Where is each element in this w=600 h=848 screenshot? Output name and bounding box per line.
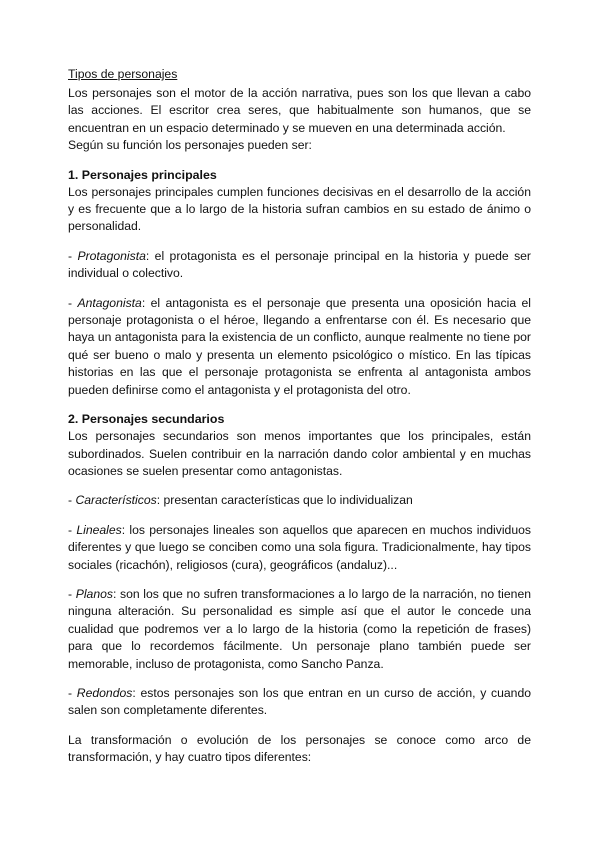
section-text-secundarios: Los personajes secundarios son menos importantes que los principales, están subordinados. Suelen contribuir en la narración dando color ambiental y en muchas ocasiones se suelen presentar como antagonistas. xyxy=(68,429,531,478)
list-dash: - xyxy=(68,295,78,310)
document-title: Tipos de personajes xyxy=(68,67,178,81)
list-dash: - xyxy=(68,522,77,537)
list-item-planos xyxy=(68,586,531,673)
intro-paragraph: Los personajes son el motor de la acción narrativa, pues son los que llevan a cabo las acciones. El escritor crea seres, que habitualmente son humanos, que se encuentran en un espacio determinado y se mueven en una determinada acción. xyxy=(68,86,531,135)
list-item-antagonista xyxy=(68,295,531,399)
definition-planos: : son los que no sufren transformaciones a lo largo de la narración, no tienen ninguna alteración. Su personalidad es simple así que el autor le concede una cualidad que podremos ver a lo largo de la historia (como la repetición de frases) para que lo recordemos fácilmente. Un personaje plano también puede ser memorable, incluso de protagonista, como Sancho Panza. xyxy=(68,586,532,671)
section-heading-secundarios: 2. Personajes secundarios xyxy=(68,412,225,427)
list-item-protagonista xyxy=(68,248,531,283)
list-dash: - xyxy=(68,248,78,263)
definition-caracteristicos: : presentan características que lo individualizan xyxy=(156,493,413,508)
term-antagonista: Antagonista xyxy=(77,295,142,310)
list-item-redondos xyxy=(68,685,531,720)
definition-lineales: : los personajes lineales son aquellos que aparecen en muchos individuos diferentes y que luego se conciben como una sola figura. Tradicionalmente, hay tipos sociales (ricachón), religiosos (cura), geográficos (andaluz)... xyxy=(68,522,531,572)
term-protagonista: Protagonista xyxy=(77,248,146,263)
definition-antagonista: : el antagonista es el personaje que presenta una oposición hacia el personaje protagonista o el héroe, llegando a enfrentarse con él. Es necesario que haya un antagonista para la existencia de un conflicto, aunque realmente no tiene por qué ser bueno o malo y presenta un elemento psicológico o místico. En las típicas historias en las que el personaje protagonista se enfrenta al antagonista ambos pueden definirse como el antagonista y el protagonista del otro. xyxy=(68,295,531,397)
term-lineales: Lineales xyxy=(76,522,122,537)
list-dash: - xyxy=(68,586,76,601)
closing-paragraph: La transformación o evolución de los personajes se conoce como arco de transformación, y hay cuatro tipos diferentes: xyxy=(68,732,531,765)
list-dash: - xyxy=(68,493,76,508)
definition-protagonista: : el protagonista es el personaje principal en la historia y puede ser individual o colectivo. xyxy=(68,248,531,281)
section-heading-principales: 1. Personajes principales xyxy=(68,167,217,182)
list-item-caracteristicos xyxy=(68,492,531,509)
term-planos: Planos xyxy=(75,586,113,601)
section-text-principales: Los personajes principales cumplen funciones decisivas en el desarrollo de la acción y es frecuente que a lo largo de la historia sufran cambios en su estado de ánimo o personalidad. xyxy=(68,184,531,234)
definition-redondos: : estos personajes son los que entran en un curso de acción, y cuando salen son completamente diferentes. xyxy=(68,685,531,718)
list-dash: - xyxy=(68,685,77,700)
term-caracteristicos: Característicos xyxy=(75,493,157,508)
term-redondos: Redondos xyxy=(76,685,133,700)
intro-paragraph-function: Según su función los personajes pueden ser: xyxy=(68,138,312,153)
list-item-lineales xyxy=(68,522,531,574)
